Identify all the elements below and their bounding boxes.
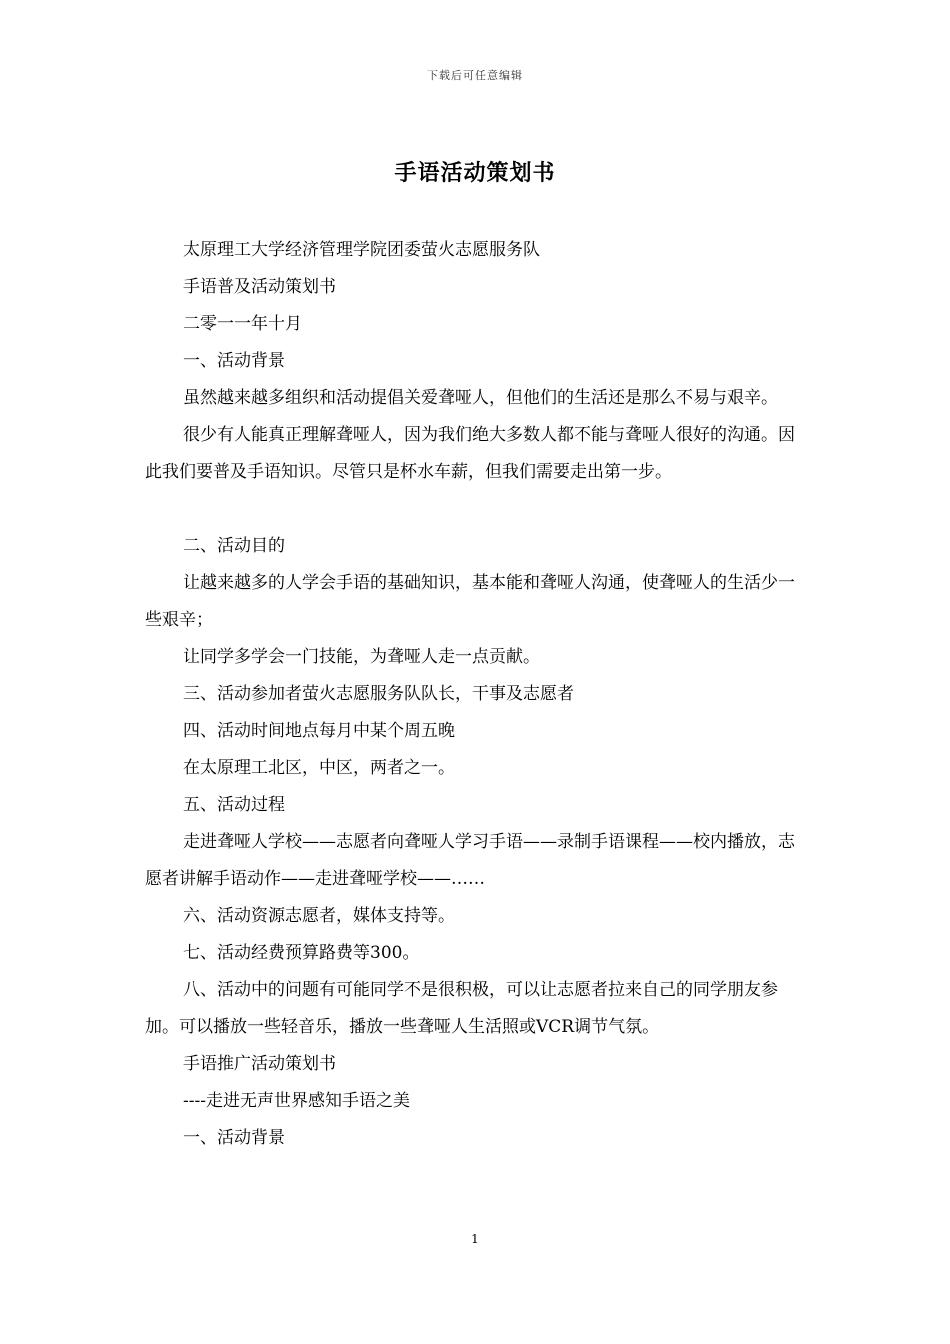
paragraph: 手语推广活动策划书 — [183, 1054, 336, 1074]
blank-line — [145, 491, 810, 528]
section-heading: 六、活动资源志愿者，媒体支持等。 — [183, 906, 455, 926]
section-heading: 八、活动中的问题有可能同学不是很积极，可以让志愿者拉来自己的同学朋友参加。可以播放一些轻音乐，播放一些聋哑人生活照或VCR调节气氛。 — [145, 980, 778, 1037]
section-heading: 一、活动背景 — [183, 1128, 285, 1148]
section-heading: 七、活动经费预算路费等300。 — [183, 943, 420, 963]
section-heading: 三、活动参加者萤火志愿服务队队长，干事及志愿者 — [183, 684, 574, 704]
paragraph: 虽然越来越多组织和活动提倡关爱聋哑人，但他们的生活还是那么不易与艰辛。 — [183, 388, 778, 408]
section-heading: 四、活动时间地点每月中某个周五晚 — [183, 721, 455, 741]
document-body — [145, 232, 810, 1157]
paragraph: 走进聋哑人学校——志愿者向聋哑人学习手语——录制手语课程——校内播放，志愿者讲解手语动作——走进聋哑学校——…… — [145, 832, 795, 889]
paragraph: 二零一一年十月 — [183, 314, 302, 334]
paragraph: 在太原理工北区，中区，两者之一。 — [183, 758, 455, 778]
paragraph: ----走进无声世界感知手语之美 — [183, 1091, 410, 1111]
page-header: 下载后可任意编辑 — [427, 69, 523, 82]
paragraph: 太原理工大学经济管理学院团委萤火志愿服务队 — [183, 240, 540, 260]
paragraph: 很少有人能真正理解聋哑人，因为我们绝大多数人都不能与聋哑人很好的沟通。因此我们要普及手语知识。尽管只是杯水车薪，但我们需要走出第一步。 — [145, 425, 795, 482]
section-heading: 二、活动目的 — [183, 536, 285, 556]
document-title: 手语活动策划书 — [394, 160, 556, 186]
page-number: 1 — [471, 1232, 479, 1246]
section-heading: 五、活动过程 — [183, 795, 285, 815]
paragraph: 让同学多学会一门技能，为聋哑人走一点贡献。 — [183, 647, 540, 667]
paragraph: 让越来越多的人学会手语的基础知识，基本能和聋哑人沟通，使聋哑人的生活少一些艰辛； — [145, 573, 795, 630]
section-heading: 一、活动背景 — [183, 351, 285, 371]
paragraph: 手语普及活动策划书 — [183, 277, 336, 297]
